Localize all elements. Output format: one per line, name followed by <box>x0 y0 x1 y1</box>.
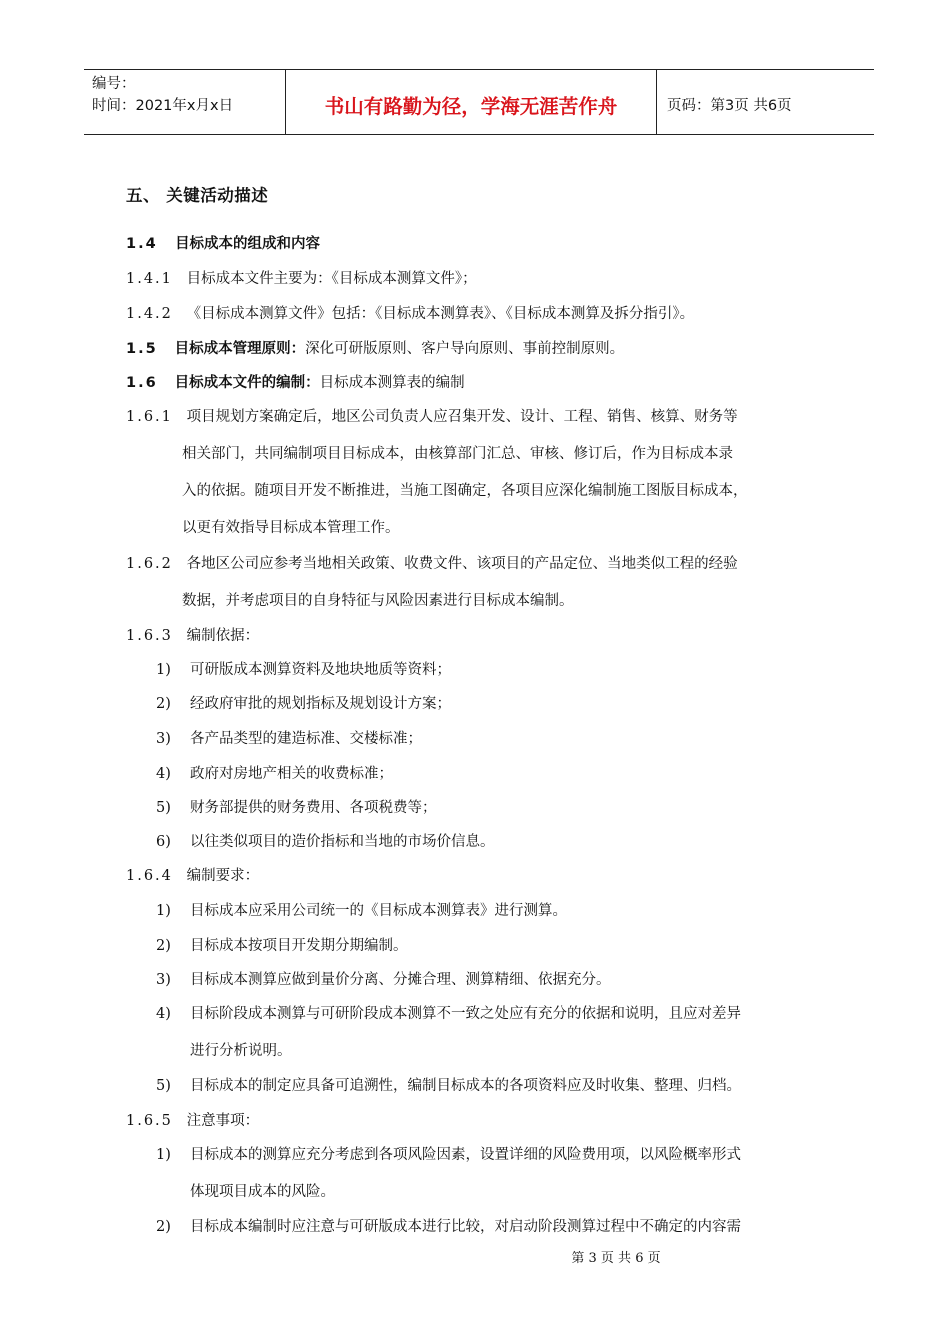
list-text: 目标成本的制定应具备可追溯性，编制目标成本的各项资料应及时收集、整理、归档。 <box>190 1078 741 1094</box>
clause-number: 1.6.2 <box>126 556 173 572</box>
list-number: 5) <box>156 1078 171 1094</box>
list-continuation: 进行分析说明。 <box>190 1043 292 1059</box>
section-title: 五、 关键活动描述 <box>126 186 269 205</box>
heading-text: 目标成本测算表的编制 <box>319 375 465 391</box>
clause-1-6-2 <box>126 552 738 573</box>
page-footer: 第 3 页 共 6 页 <box>571 1251 661 1266</box>
heading-1-4 <box>126 232 320 253</box>
heading-text: 目标成本的组成和内容 <box>175 236 321 252</box>
list-number: 3) <box>156 731 171 747</box>
list-item <box>156 658 451 679</box>
header-page-info: 页码：第3页 共6页 <box>667 97 792 114</box>
heading-number: 1.6 <box>126 375 158 391</box>
list-text: 目标成本按项目开发期分期编制。 <box>190 938 408 954</box>
clause-line: 相关部门，共同编制项目目标成本，由核算部门汇总、审核、修订后，作为目标成本录 <box>182 446 733 462</box>
clause-line: 各地区公司应参考当地相关政策、收费文件、该项目的产品定位、当地类似工程的经验 <box>186 556 738 572</box>
list-text: 各产品类型的建造标准、交楼标准； <box>190 731 422 747</box>
clause-1-4-2 <box>126 302 694 323</box>
list-text: 目标阶段成本测算与可研阶段成本测算不一致之处应有充分的依据和说明，且应对差异 <box>190 1006 741 1022</box>
list-number: 6) <box>156 834 171 850</box>
list-text: 经政府审批的规划指标及规划设计方案； <box>190 696 451 712</box>
list-item <box>156 796 437 817</box>
document-time-label: 时间：2021年x月x日 <box>92 98 234 114</box>
list-number: 1) <box>156 1147 171 1163</box>
heading-text: 深化可研版原则、客户导向原则、事前控制原则。 <box>305 341 625 357</box>
list-number: 3) <box>156 972 171 988</box>
clause-number: 1.6.4 <box>126 868 173 884</box>
list-item <box>156 968 611 989</box>
heading-bold-text: 目标成本管理原则： <box>174 341 306 357</box>
list-item <box>156 1215 741 1236</box>
page-header <box>84 69 874 135</box>
clause-line: 数据，并考虑项目的自身特征与风险因素进行目标成本编制。 <box>182 593 574 609</box>
clause-line: 以更有效指导目标成本管理工作。 <box>182 520 400 536</box>
header-meta <box>84 70 285 134</box>
list-number: 1) <box>156 903 171 919</box>
clause-number: 1.4.2 <box>126 306 173 322</box>
clause-line: 入的依据。随项目开发不断推进，当施工图确定，各项目应深化编制施工图版目标成本， <box>182 483 748 499</box>
list-text: 可研版成本测算资料及地块地质等资料； <box>190 662 451 678</box>
list-text: 以往类似项目的造价指标和当地的市场价信息。 <box>190 834 495 850</box>
header-motto: 书山有路勤为径，学海无涯苦作舟 <box>285 70 657 134</box>
list-text: 目标成本应采用公司统一的《目标成本测算表》进行测算。 <box>190 903 567 919</box>
clause-number: 1.6.5 <box>126 1113 173 1129</box>
clause-text: 《目标成本测算文件》包括：《目标成本测算表》、《目标成本测算及拆分指引》。 <box>186 306 695 322</box>
list-number: 5) <box>156 800 171 816</box>
clause-title: 注意事项： <box>186 1113 260 1129</box>
clause-title: 编制依据： <box>186 628 260 644</box>
list-continuation: 体现项目成本的风险。 <box>190 1184 335 1200</box>
list-item <box>156 762 393 783</box>
heading-number: 1.4 <box>126 236 158 252</box>
list-number: 2) <box>156 938 171 954</box>
list-item <box>156 692 451 713</box>
clause-1-4-1 <box>126 267 477 288</box>
list-number: 2) <box>156 1219 171 1235</box>
clause-1-6-4 <box>126 864 259 885</box>
clause-text: 目标成本文件主要为：《目标成本测算文件》； <box>186 271 477 287</box>
clause-number: 1.6.1 <box>126 409 173 425</box>
clause-1-6-1 <box>126 405 738 426</box>
clause-1-6-5 <box>126 1109 259 1130</box>
clause-number: 1.6.3 <box>126 628 173 644</box>
list-text: 政府对房地产相关的收费标准； <box>190 766 393 782</box>
list-text: 目标成本编制时应注意与可研版成本进行比较，对启动阶段测算过程中不确定的内容需 <box>190 1219 741 1235</box>
list-text: 目标成本测算应做到量价分离、分摊合理、测算精细、依据充分。 <box>190 972 611 988</box>
list-item <box>156 1002 741 1023</box>
list-text: 财务部提供的财务费用、各项税费等； <box>190 800 437 816</box>
heading-bold-text: 目标成本文件的编制： <box>174 375 320 391</box>
list-item <box>156 1143 741 1164</box>
list-item <box>156 727 422 748</box>
list-item <box>156 830 495 851</box>
list-number: 4) <box>156 766 171 782</box>
list-number: 2) <box>156 696 171 712</box>
clause-1-6-3 <box>126 624 259 645</box>
document-number-label: 编号： <box>92 76 136 92</box>
list-text: 目标成本的测算应充分考虑到各项风险因素，设置详细的风险费用项，以风险概率形式 <box>190 1147 741 1163</box>
heading-number: 1.5 <box>126 341 158 357</box>
list-item <box>156 899 567 920</box>
list-number: 1) <box>156 662 171 678</box>
list-item <box>156 1074 741 1095</box>
clause-number: 1.4.1 <box>126 271 173 287</box>
clause-title: 编制要求： <box>186 868 260 884</box>
clause-line: 项目规划方案确定后，地区公司负责人应召集开发、设计、工程、销售、核算、财务等 <box>186 409 738 425</box>
list-number: 4) <box>156 1006 171 1022</box>
heading-1-6 <box>126 371 465 392</box>
heading-1-5 <box>126 337 624 358</box>
list-item <box>156 934 408 955</box>
